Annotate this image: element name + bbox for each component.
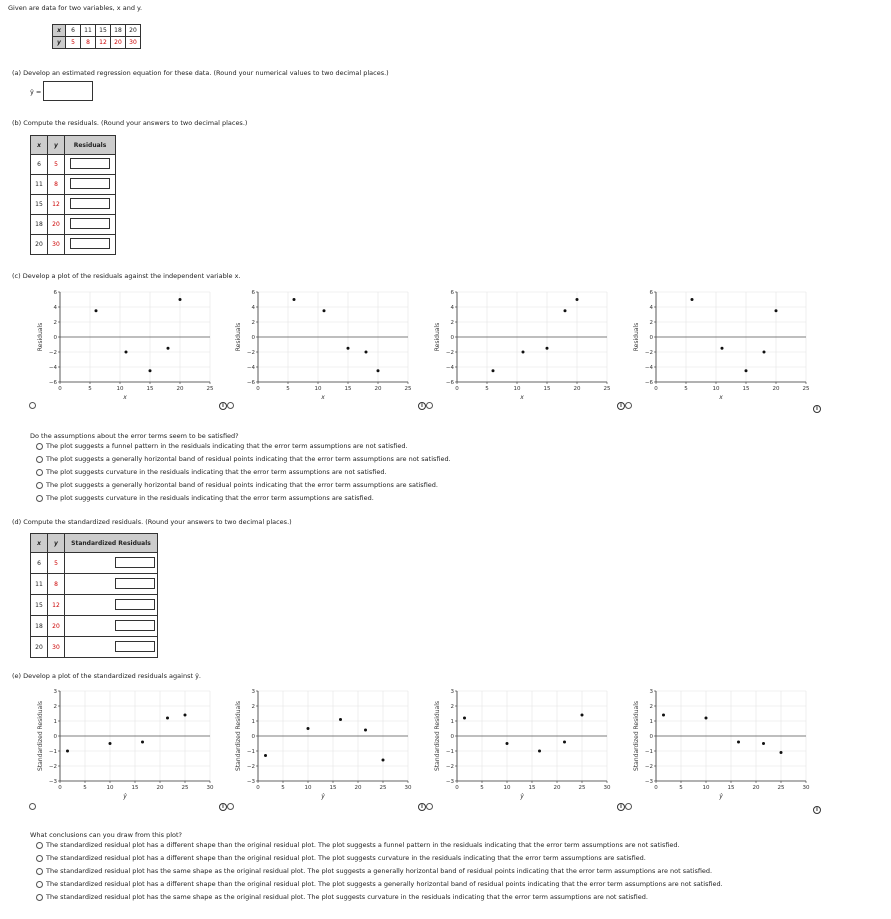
question-e-option[interactable]	[36, 880, 723, 893]
x-axis-label: x	[719, 394, 723, 401]
residual-input[interactable]	[70, 238, 110, 249]
data-point	[662, 714, 665, 717]
x-tick-label: 10	[116, 386, 124, 392]
x-tick-label: 20	[176, 386, 184, 392]
radio-button[interactable]	[36, 894, 43, 901]
std-x: 11	[31, 574, 48, 595]
data-point	[576, 298, 579, 301]
info-icon[interactable]: i	[418, 402, 426, 410]
std-y: 30	[48, 637, 65, 658]
data-point	[780, 751, 783, 754]
x-tick-label: 0	[455, 785, 459, 791]
part-a-text: (a) Develop an estimated regression equation for these data. (Round your numerical values to two decimal places.)	[12, 69, 389, 77]
y-tick-label: −3	[644, 779, 653, 785]
x-cell: 20	[126, 25, 141, 37]
x-tick-label: 5	[83, 785, 87, 791]
info-icon[interactable]: i	[219, 402, 227, 410]
y-tick-label: −6	[445, 380, 454, 386]
y-tick-label: 3	[649, 689, 653, 695]
x-tick-label: 20	[573, 386, 581, 392]
question-c-prompt: Do the assumptions about the error terms seem to be satisfied?	[30, 432, 239, 440]
y-tick-label: 4	[53, 305, 57, 311]
y-tick-label: 0	[649, 335, 653, 341]
radio-button[interactable]	[36, 881, 43, 888]
y-tick-label: 2	[649, 320, 653, 326]
std-col-x: x	[31, 534, 48, 553]
part-b-text: (b) Compute the residuals. (Round your answers to two decimal places.)	[12, 119, 248, 127]
x-tick-label: 25	[404, 386, 412, 392]
y-tick-label: −2	[644, 764, 653, 770]
x-tick-label: 10	[314, 386, 322, 392]
question-c-option[interactable]	[36, 442, 451, 455]
option-label: The plot suggests a generally horizontal band of residual points indicating that the error term assumptions are not satisfied.	[46, 455, 451, 463]
y-axis-label: Residuals	[37, 322, 44, 352]
y-tick-label: 2	[450, 704, 454, 710]
residual-chart-6	[431, 685, 611, 800]
data-point	[581, 714, 584, 717]
data-point	[109, 742, 112, 745]
part-c-text: (c) Develop a plot of the residuals against the independent variable x.	[12, 272, 241, 280]
data-point	[705, 717, 708, 720]
data-point	[347, 347, 350, 350]
option-label: The standardized residual plot has the same shape as the original residual plot. The plot suggests a generally horizontal band of residual points indicating that the error term assumptions are not satisfied.	[46, 867, 713, 875]
x-tick-label: 0	[455, 386, 459, 392]
x-axis-label: ŷ	[719, 793, 723, 800]
chart-option-radio[interactable]	[227, 803, 234, 810]
y-header	[53, 37, 66, 49]
y-tick-label: −4	[445, 365, 454, 371]
residual-chart-2	[431, 286, 611, 401]
std-x: 18	[31, 616, 48, 637]
y-tick-label: 6	[649, 290, 653, 296]
x-tick-label: 15	[543, 386, 551, 392]
x-tick-label: 5	[480, 785, 484, 791]
question-c-option[interactable]	[36, 481, 451, 494]
x-axis-label: x	[321, 394, 325, 401]
chart-option-radio[interactable]	[426, 402, 433, 409]
standardized-residual-input[interactable]	[115, 599, 155, 610]
residual-input[interactable]	[70, 158, 110, 169]
res-col-x: x	[31, 136, 48, 155]
res-y: 30	[48, 235, 65, 255]
radio-button[interactable]	[36, 469, 43, 476]
y-tick-label: 2	[251, 320, 255, 326]
x-tick-label: 25	[181, 785, 189, 791]
x-tick-label: 25	[578, 785, 586, 791]
option-label: The plot suggests a generally horizontal band of residual points indicating that the error term assumptions are satisfied.	[46, 481, 438, 489]
radio-button[interactable]	[36, 842, 43, 849]
x-tick-label: 0	[256, 386, 260, 392]
radio-button[interactable]	[36, 456, 43, 463]
res-y: 20	[48, 215, 65, 235]
info-icon[interactable]: i	[813, 405, 821, 413]
data-point	[382, 759, 385, 762]
data-point	[546, 347, 549, 350]
info-icon[interactable]: i	[617, 803, 625, 811]
data-point	[66, 750, 69, 753]
y-tick-label: 1	[251, 719, 255, 725]
std-y: 8	[48, 574, 65, 595]
x-axis-label: ŷ	[123, 793, 127, 800]
std-cell	[65, 637, 158, 658]
chart-option-radio[interactable]	[227, 402, 234, 409]
standardized-residuals-table	[30, 533, 158, 658]
y-tick-label: 4	[649, 305, 653, 311]
x-tick-label: 30	[603, 785, 611, 791]
standardized-residual-input[interactable]	[115, 620, 155, 631]
data-point	[691, 298, 694, 301]
y-tick-label: −6	[48, 380, 57, 386]
data-row-x	[53, 25, 141, 37]
y-tick-label: −1	[644, 749, 653, 755]
x-tick-label: 5	[485, 386, 489, 392]
data-point	[538, 750, 541, 753]
data-point	[721, 347, 724, 350]
data-point	[763, 351, 766, 354]
y-cell: 12	[96, 37, 111, 49]
standardized-residual-input[interactable]	[115, 557, 155, 568]
y-tick-label: 3	[450, 689, 454, 695]
data-point	[149, 369, 152, 372]
y-tick-label: 2	[450, 320, 454, 326]
y-tick-label: −4	[644, 365, 653, 371]
x-tick-label: 20	[374, 386, 382, 392]
y-tick-label: −2	[246, 350, 255, 356]
std-y: 12	[48, 595, 65, 616]
data-point	[377, 369, 380, 372]
data-point	[339, 718, 342, 721]
y-tick-label: 2	[649, 704, 653, 710]
question-c-option[interactable]	[36, 455, 451, 468]
res-x: 18	[31, 215, 48, 235]
radio-button[interactable]	[36, 482, 43, 489]
data-point	[762, 742, 765, 745]
question-e-option[interactable]	[36, 854, 723, 867]
data-point	[264, 754, 267, 757]
part-e-text: (e) Develop a plot of the standardized residuals against ŷ.	[12, 672, 201, 680]
x-tick-label: 20	[772, 386, 780, 392]
question-c-option[interactable]	[36, 494, 451, 507]
x-axis-label: x	[520, 394, 524, 401]
chart-option-radio[interactable]	[625, 803, 632, 810]
data-point	[125, 351, 128, 354]
y-tick-label: −3	[445, 779, 454, 785]
y-axis-label: Residuals	[434, 322, 441, 352]
y-tick-label: 3	[251, 689, 255, 695]
option-label: The standardized residual plot has a different shape than the original residual plot. The plot suggests a funnel pattern in the residuals indicating that the error term assumptions are not satisfied.	[46, 841, 680, 849]
y-tick-label: −4	[48, 365, 57, 371]
chart-option-radio[interactable]	[625, 402, 632, 409]
x-tick-label: 0	[654, 386, 658, 392]
res-cell	[65, 195, 116, 215]
std-y: 5	[48, 553, 65, 574]
x-tick-label: 25	[802, 386, 810, 392]
y-tick-label: −2	[445, 764, 454, 770]
x-tick-label: 30	[206, 785, 214, 791]
x-tick-label: 15	[727, 785, 735, 791]
radio-button[interactable]	[36, 443, 43, 450]
std-x: 20	[31, 637, 48, 658]
x-tick-label: 20	[354, 785, 362, 791]
x-axis-label: ŷ	[321, 793, 325, 800]
x-cell: 11	[81, 25, 96, 37]
data-point	[364, 729, 367, 732]
x-tick-label: 10	[702, 785, 710, 791]
question-c-option[interactable]	[36, 468, 451, 481]
x-tick-label: 10	[304, 785, 312, 791]
x-tick-label: 15	[146, 386, 154, 392]
x-tick-label: 20	[752, 785, 760, 791]
y-tick-label: 0	[251, 335, 255, 341]
x-tick-label: 10	[106, 785, 114, 791]
residual-chart-0	[34, 286, 214, 401]
part-d-text: (d) Compute the standardized residuals. (Round your answers to two decimal places.)	[12, 518, 292, 526]
data-point	[95, 309, 98, 312]
y-tick-label: −3	[246, 779, 255, 785]
x-axis-label: x	[123, 394, 127, 401]
data-point	[563, 741, 566, 744]
option-label: The plot suggests curvature in the residuals indicating that the error term assumptions are satisfied.	[46, 494, 374, 502]
y-tick-label: 1	[649, 719, 653, 725]
data-point	[293, 298, 296, 301]
residual-chart-1	[232, 286, 412, 401]
y-tick-label: 1	[53, 719, 57, 725]
y-tick-label: −6	[644, 380, 653, 386]
y-axis-label: Residuals	[633, 322, 640, 352]
data-point	[365, 351, 368, 354]
x-tick-label: 15	[131, 785, 139, 791]
y-tick-label: 2	[251, 704, 255, 710]
x-tick-label: 15	[742, 386, 750, 392]
y-tick-label: 4	[450, 305, 454, 311]
radio-button[interactable]	[36, 855, 43, 862]
y-tick-label: −6	[246, 380, 255, 386]
residual-chart-3	[630, 286, 810, 401]
x-tick-label: 0	[58, 386, 62, 392]
x-tick-label: 5	[281, 785, 285, 791]
x-tick-label: 20	[553, 785, 561, 791]
y-tick-label: 6	[53, 290, 57, 296]
question-e-option[interactable]	[36, 893, 723, 906]
question-c-options	[36, 442, 451, 507]
x-tick-label: 0	[654, 785, 658, 791]
data-point	[737, 741, 740, 744]
y-tick-label: 6	[251, 290, 255, 296]
y-tick-label: 4	[251, 305, 255, 311]
regression-equation-input[interactable]	[43, 81, 93, 101]
data-point	[166, 717, 169, 720]
residual-chart-4	[34, 685, 214, 800]
radio-button[interactable]	[36, 495, 43, 502]
x-tick-label: 5	[286, 386, 290, 392]
res-y: 5	[48, 155, 65, 175]
x-tick-label: 25	[777, 785, 785, 791]
x-tick-label: 15	[528, 785, 536, 791]
x-cell: 18	[111, 25, 126, 37]
data-point	[506, 742, 509, 745]
x-tick-label: 10	[712, 386, 720, 392]
data-point	[745, 369, 748, 372]
data-point	[184, 714, 187, 717]
res-cell	[65, 175, 116, 195]
standardized-residual-input[interactable]	[115, 578, 155, 589]
std-x: 15	[31, 595, 48, 616]
x-tick-label: 10	[503, 785, 511, 791]
y-tick-label: −3	[48, 779, 57, 785]
y-tick-label: 3	[53, 689, 57, 695]
question-e-option[interactable]	[36, 841, 723, 854]
y-axis-label: Standardized Residuals	[434, 701, 441, 771]
x-tick-label: 30	[802, 785, 810, 791]
std-cell	[65, 616, 158, 637]
x-header-label: x	[57, 27, 61, 34]
y-tick-label: −1	[48, 749, 57, 755]
chart-option-radio[interactable]	[426, 803, 433, 810]
data-table	[52, 24, 141, 49]
data-point	[775, 309, 778, 312]
option-label: The plot suggests curvature in the residuals indicating that the error term assumptions are not satisfied.	[46, 468, 387, 476]
x-tick-label: 30	[404, 785, 412, 791]
x-tick-label: 15	[344, 386, 352, 392]
x-tick-label: 25	[379, 785, 387, 791]
residual-input[interactable]	[70, 178, 110, 189]
y-tick-label: 2	[53, 320, 57, 326]
res-cell	[65, 215, 116, 235]
x-tick-label: 25	[206, 386, 214, 392]
y-tick-label: 2	[53, 704, 57, 710]
residual-input[interactable]	[70, 198, 110, 209]
option-label: The standardized residual plot has a different shape than the original residual plot. The plot suggests curvature in the residuals indicating that the error term assumptions are satisfied.	[46, 854, 646, 862]
y-tick-label: −1	[445, 749, 454, 755]
option-label: The plot suggests a funnel pattern in the residuals indicating that the error term assumptions are not satisfied.	[46, 442, 408, 450]
y-tick-label: 0	[649, 734, 653, 740]
data-point	[564, 309, 567, 312]
chart-option-radio[interactable]	[29, 402, 36, 409]
y-tick-label: 6	[450, 290, 454, 296]
y-cell: 30	[126, 37, 141, 49]
x-tick-label: 0	[58, 785, 62, 791]
residual-input[interactable]	[70, 218, 110, 229]
y-cell: 5	[66, 37, 81, 49]
y-tick-label: −2	[48, 350, 57, 356]
res-x: 15	[31, 195, 48, 215]
x-tick-label: 15	[329, 785, 337, 791]
x-tick-label: 5	[88, 386, 92, 392]
std-x: 6	[31, 553, 48, 574]
y-tick-label: −2	[48, 764, 57, 770]
x-tick-label: 20	[156, 785, 164, 791]
std-y: 20	[48, 616, 65, 637]
res-x: 11	[31, 175, 48, 195]
radio-button[interactable]	[36, 868, 43, 875]
residual-chart-7	[630, 685, 810, 800]
y-tick-label: 1	[450, 719, 454, 725]
y-header-label: y	[57, 39, 61, 46]
data-point	[522, 351, 525, 354]
std-col-residuals: Standardized Residuals	[65, 534, 158, 553]
info-icon[interactable]: i	[219, 803, 227, 811]
data-row-y	[53, 37, 141, 49]
x-axis-label: ŷ	[520, 793, 524, 800]
data-point	[141, 741, 144, 744]
option-label: The standardized residual plot has the same shape as the original residual plot. The plot suggests curvature in the residuals indicating that the error term assumptions are not satisfied.	[46, 893, 648, 901]
question-e-option[interactable]	[36, 867, 723, 880]
res-col-y: y	[48, 136, 65, 155]
y-axis-label: Standardized Residuals	[37, 701, 44, 771]
std-cell	[65, 574, 158, 595]
x-tick-label: 5	[684, 386, 688, 392]
std-cell	[65, 595, 158, 616]
question-e-prompt: What conclusions can you draw from this plot?	[30, 831, 182, 839]
res-cell	[65, 155, 116, 175]
x-tick-label: 25	[603, 386, 611, 392]
y-axis-label: Standardized Residuals	[633, 701, 640, 771]
info-icon[interactable]: i	[617, 402, 625, 410]
data-point	[323, 309, 326, 312]
info-icon[interactable]: i	[813, 806, 821, 814]
intro-text: Given are data for two variables, x and y.	[8, 4, 143, 12]
res-y: 12	[48, 195, 65, 215]
data-point	[307, 727, 310, 730]
residual-chart-5	[232, 685, 412, 800]
y-tick-label: −2	[445, 350, 454, 356]
y-tick-label: 0	[251, 734, 255, 740]
x-tick-label: 0	[256, 785, 260, 791]
y-tick-label: −4	[246, 365, 255, 371]
info-icon[interactable]: i	[418, 803, 426, 811]
question-e-options	[36, 841, 723, 906]
res-cell	[65, 235, 116, 255]
standardized-residual-input[interactable]	[115, 641, 155, 652]
x-cell: 6	[66, 25, 81, 37]
res-x: 6	[31, 155, 48, 175]
std-col-y: y	[48, 534, 65, 553]
y-tick-label: −2	[644, 350, 653, 356]
res-x: 20	[31, 235, 48, 255]
option-label: The standardized residual plot has a different shape than the original residual plot. The plot suggests a generally horizontal band of residual points indicating that the error term assumptions are not satisfied.	[46, 880, 723, 888]
data-point	[492, 369, 495, 372]
data-point	[463, 717, 466, 720]
y-axis-label: Residuals	[235, 322, 242, 352]
res-y: 8	[48, 175, 65, 195]
y-tick-label: 0	[450, 335, 454, 341]
y-tick-label: −1	[246, 749, 255, 755]
x-header	[53, 25, 66, 37]
y-tick-label: −2	[246, 764, 255, 770]
y-tick-label: 0	[53, 335, 57, 341]
y-cell: 8	[81, 37, 96, 49]
chart-option-radio[interactable]	[29, 803, 36, 810]
x-cell: 15	[96, 25, 111, 37]
data-point	[167, 347, 170, 350]
y-cell: 20	[111, 37, 126, 49]
x-tick-label: 10	[513, 386, 521, 392]
y-tick-label: 0	[450, 734, 454, 740]
residuals-table	[30, 135, 116, 255]
data-point	[179, 298, 182, 301]
res-col-residuals: Residuals	[65, 136, 116, 155]
y-tick-label: 0	[53, 734, 57, 740]
yhat-label: ŷ =	[30, 88, 42, 96]
y-axis-label: Standardized Residuals	[235, 701, 242, 771]
std-cell	[65, 553, 158, 574]
x-tick-label: 5	[679, 785, 683, 791]
